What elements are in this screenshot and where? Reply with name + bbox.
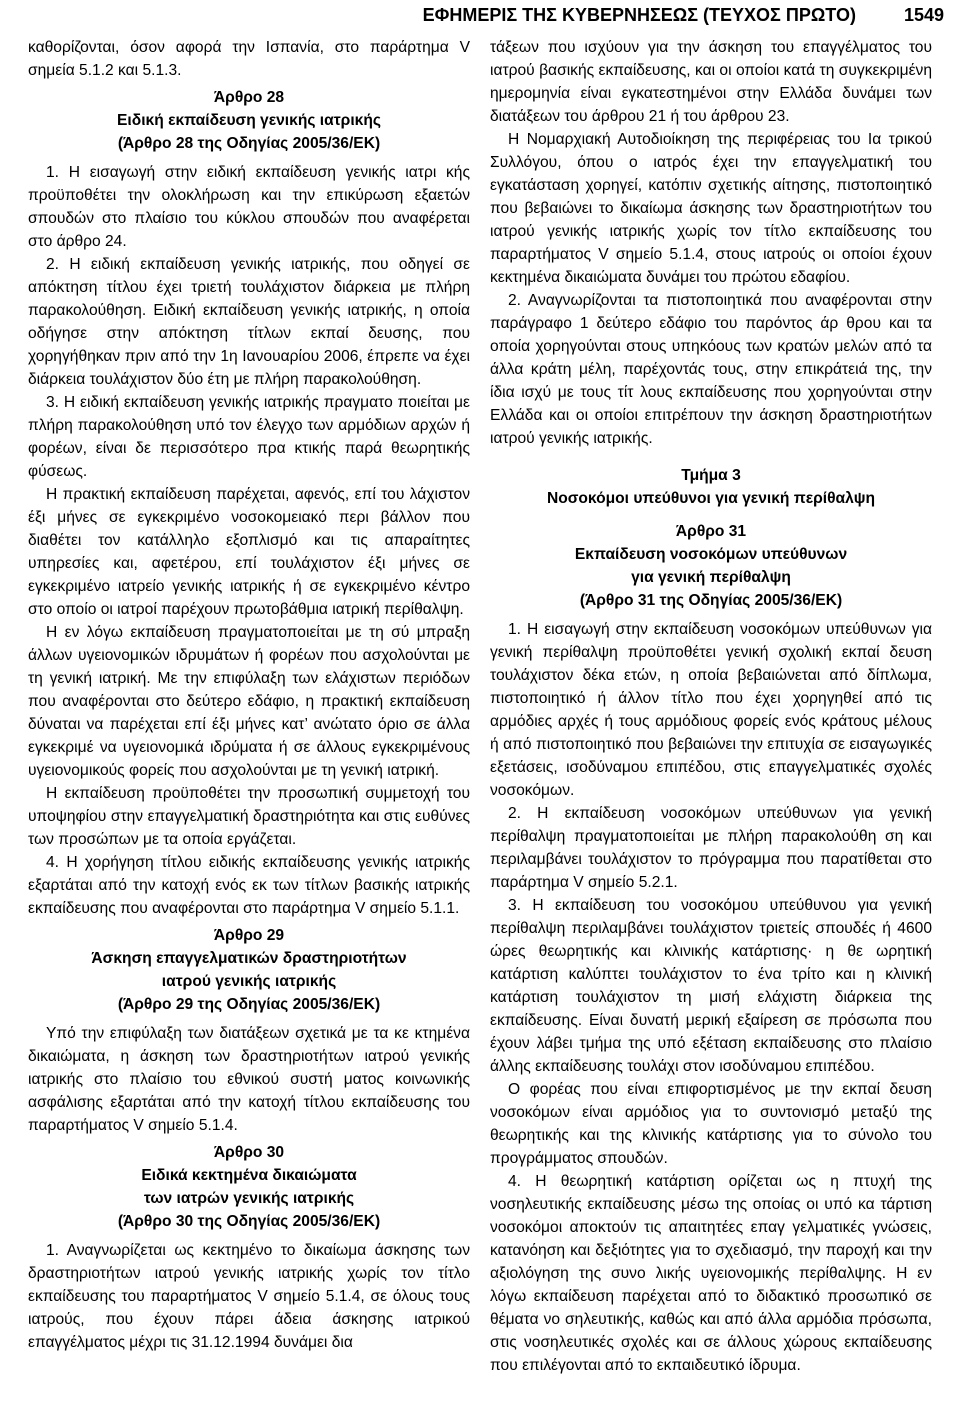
text-columns [28,36,952,1377]
article-title-line2: ιατρού γενικής ιατρικής [161,973,337,990]
gazette-title: ΕΦΗΜΕΡΙΣ ΤΗΣ ΚΥΒΕΡΝΗΣΕΩΣ (ΤΕΥΧΟΣ ΠΡΩΤΟ) [422,4,856,25]
article-30-heading [28,1141,470,1233]
paragraph: Η πρακτική εκπαίδευση παρέχεται, αφενός, επί του λάχιστον έξι μήνες σε εγκεκριμένο νοσοκομειακό περι βάλλον που διαθέτει τον κατάλληλο εξοπλισμό και τις απαραίτητες υπηρεσίες και, αφετέρου, επί τουλάχιστον έξι μήνες σε εγκεκριμένο ιατρείο γενικής ιατρικής ή σε εγκεκριμένο κέντρο στο οποίο οι ιατροί παρέχουν πρωτοβάθμια ιατρική περίθαλψη. [28,486,470,618]
paragraph: Η εν λόγω εκπαίδευση πραγματοποιείται με τη σύ μπραξη άλλων υγειονομικών ιδρυμάτων ή φορέων που ασχολούνται με τη γενική ιατρική. Με την επιφύλαξη των ελάχιστων περιόδων που αναφέρονται στο δεύτερο εδάφιο, η πρακτική εκπαίδευση δύναται να παρέχεται επί έξι μήνες κατ’ ανώτατο όριο σε άλλα εγκεκριμέ να υγειονομικά ιδρύματα ή σε άλλους εγκεκριμένους υγειονομικούς φορείς που ασχολούνται με τη γενική ιατρική. [28,624,470,779]
article-reference: (Άρθρο 29 της Οδηγίας 2005/36/ΕΚ) [117,996,381,1013]
paragraph: Ο φορέας που είναι επιφορτισμένος με την εκπαί δευση νοσοκόμων είναι αρμόδιος για το συντονισμό μεταξύ της θεωρητικής και της κλινικής κατάρτισης για το σύνολο του προγράμματος σπουδών. [490,1081,932,1167]
paragraph: 3. Η εκπαίδευση του νοσοκόμου υπεύθυνου για γενική περίθαλψη περιλαμβάνει τουλάχιστον τριετείς σπουδές ή 4600 ώρες θεωρητικής και κλινικής κατάρτισης· η θε ωρητική κατάρτιση καλύπτει τουλάχιστον το ένα τρίτο και η κλινική κατάρτιση τουλάχιστον τη μισή ελάχιστη διάρκεια της εκπαίδευσης. Είναι δυνατή μερική εξαίρεση σε πρόσωπα που έχουν λάβει τμήμα της υπό εξέταση εκπαίδευσης στο πλαίσιο άλλης εκπαίδευσης τουλάχι στον ισοδύναμου επιπέδου. [490,897,932,1075]
article-reference: (Άρθρο 31 της Οδηγίας 2005/36/ΕΚ) [579,592,843,609]
article-31-heading [490,520,932,612]
article-reference: (Άρθρο 28 της Οδηγίας 2005/36/ΕΚ) [117,135,381,152]
article-number: Άρθρο 29 [213,927,285,944]
article-number: Άρθρο 31 [675,523,747,540]
article-title: Ειδική εκπαίδευση γενικής ιατρικής [117,112,381,129]
page-header [28,0,952,30]
article-title: Ειδικά κεκτημένα δικαιώματα [141,1167,357,1184]
paragraph: 2. Η ειδική εκπαίδευση γενικής ιατρικής, που οδηγεί σε απόκτηση τίτλου έχει τριετή τουλάχιστον διάρκεια με πλήρη παρακολούθηση. Ειδική εκπαίδευση γενικής ιατρικής, η οποία οδήγησε στην απόκτηση τίτλων εκπαί δευσης, που χορηγήθηκαν πριν από την 1η Ιανουαρίου 2006, έπρεπε να έχει διάρκεια τουλάχιστον δύο έτη με πλήρη παρακολούθηση. [28,256,470,388]
article-title: Εκπαίδευση νοσοκόμων υπεύθυνων [574,546,848,563]
paragraph: 4. Η θεωρητική κατάρτιση ορίζεται ως η πτυχή της νοσηλευτικής εκπαίδευσης μέσω της οποίας οι υπό κα τάρτιση νοσοκόμοι αποκτούν τις απαιτητέες επαγ γελματικές γνώσεις, κατανόηση και δεξιότητες για το σχεδιασμό, την παροχή και την αξιολόγηση της συνο λικής υγειονομικής περίθαλψης. Η εν λόγω εκπαίδευση παρέχεται από το διδακτικό προσωπικό σε θέματα νο σηλευτικής, καθώς και από άλλα αρμόδια πρόσωπα, στις νοσηλευτικές σχολές και σε άλλους χώρους εκπαίδευσης που επιλέγονται από το εκπαιδευτικό ίδρυμα. [490,1173,932,1374]
paragraph: 1. Αναγνωρίζεται ως κεκτημένο το δικαίωμα άσκησης των δραστηριοτήτων ιατρού γενικής ιατρικής χωρίς τον τίτλο εκπαίδευσης του παραρτήματος V σημείο 5.1.4, σε όλους τους ιατρούς, που έχουν πάρει άδεια άσκησης ιατρικού επαγγέλματος μέχρι τις 31.12.1994 δυνάμει δια [28,1242,470,1351]
article-title-line2: για γενική περίθαλψη [631,569,791,586]
left-column [28,36,470,1377]
paragraph: Η εκπαίδευση προϋποθέτει την προσωπική συμμετοχή του υποψηφίου στην επαγγελματική δραστηριότητα και στις ευθύνες των προσώπων με τα οποία εργάζεται. [28,785,470,848]
paragraph: 3. Η ειδική εκπαίδευση γενικής ιατρικής πραγματο ποιείται με πλήρη παρακολούθηση υπό τον έλεγχο των αρμόδιων αρχών ή φορέων, είναι δε περισσότερο πρα κτικής παρά θεωρητικής φύσεως. [28,394,470,480]
paragraph: 1. Η εισαγωγή στην εκπαίδευση νοσοκόμων υπεύθυνων για γενική περίθαλψη προϋποθέτει γενική σχολική εκπαί δευση τουλάχιστον δέκα ετών, η οποία βεβαιώνεται από δίπλωμα, πιστοποιητικό ή άλλον τίτλο που έχει χορηγηθεί από τις αρμόδιες αρχές ή τους αρμόδιους φορείς ενός κράτους μέλους ή από πιστοποιητικό που βεβαιώνει την επιτυχία σε εισαγωγικές εξετάσεις, ισοδύναμου επιπέδου, στις επαγγελματικές σχολές νοσοκόμων. [490,621,932,799]
article-title-line2: των ιατρών γενικής ιατρικής [143,1190,355,1207]
article-number: Άρθρο 28 [213,89,285,106]
paragraph: Η Νομαρχιακή Αυτοδιοίκηση της περιφέρειας του Ια τρικού Συλλόγου, όπου ο ιατρός έχει την επαγγελματική του εγκατάσταση χορηγεί, κατόπιν σχετικής αίτησης, πιστοποιητικό που βεβαιώνει το δικαίωμα άσκησης των δραστηριοτήτων του ιατρού γενικής ιατρικής χωρίς τον τίτλο εκπαίδευσης του παραρτήματος V σημείο 5.1.4, στους ιατρούς οι οποίοι έχουν κεκτημένα δικαιώματα δυνάμει του πρώτου εδαφίου. [490,131,932,286]
article-number: Άρθρο 30 [213,1144,285,1161]
paragraph: 2. Αναγνωρίζονται τα πιστοποιητικά που αναφέρονται στην παράγραφο 1 δεύτερο εδάφιο του παρόντος άρ θρου και τα οποία χορηγούνται στους υπηκόους των κρατών μελών από τα άλλα κράτη μέλη, παρέχοντάς τους, στην επικράτειά της, την ίδια ισχύ με τους τίτ λους εκπαίδευσης που χορηγούνται στην Ελλάδα και οι οποίοι επιτρέπουν την άσκηση δραστηριοτήτων ιατρού γενικής ιατρικής. [490,292,932,447]
article-reference: (Άρθρο 30 της Οδηγίας 2005/36/ΕΚ) [117,1213,381,1230]
paragraph: καθορίζονται, όσον αφορά την Ισπανία, στο παράρτημα V σημεία 5.1.2 και 5.1.3. [28,39,470,79]
article-title: Άσκηση επαγγελματικών δραστηριοτήτων [91,950,407,967]
right-column [490,36,932,1377]
article-28-heading [28,86,470,155]
paragraph: 4. Η χορήγηση τίτλου ειδικής εκπαίδευσης γενικής ιατρικής εξαρτάται από την κατοχή ενός εκ των τίτλων βασικής ιατρικής εκπαίδευσης που αναφέρονται στο παράρτημα V σημείο 5.1.1. [28,854,470,917]
paragraph: τάξεων που ισχύουν για την άσκηση του επαγγέλματος του ιατρού βασικής εκπαίδευσης, και οι οποίοι κατά τη συγκεκριμένη ημερομηνία είναι εγκατεστημένοι στην Ελλάδα δυνάμει των διατάξεων του άρθρου 21 ή του άρθρου 23. [490,39,932,125]
paragraph: 2. Η εκπαίδευση νοσοκόμων υπεύθυνων για γενική περίθαλψη πραγματοποιείται με πλήρη παρακολούθη ση και περιλαμβάνει τουλάχιστον το πρόγραμμα που παρατίθεται στο παράρτημα V σημείο 5.2.1. [490,805,932,891]
section-number: Τμήμα 3 [681,467,741,484]
paragraph: 1. Η εισαγωγή στην ειδική εκπαίδευση γενικής ιατρι κής προϋποθέτει την ολοκλήρωση και την επικύρωση εξαετών σπουδών στο πλαίσιο του κύκλου σπουδών που αναφέρεται στο άρθρο 24. [28,164,470,250]
article-29-heading [28,924,470,1016]
section-3-heading [490,464,932,510]
page-number: 1549 [903,4,944,25]
paragraph: Υπό την επιφύλαξη των διατάξεων σχετικά με τα κε κτημένα δικαιώματα, η άσκηση των δραστηριοτήτων ιατρού γενικής ιατρικής στο πλαίσιο του εθνικού συστή ματος κοινωνικής ασφάλισης εξαρτάται από την κατοχή τίτλου εκπαίδευσης του παραρτήματος V σημείο 5.1.4. [28,1025,470,1134]
section-title: Νοσοκόμοι υπεύθυνοι για γενική περίθαλψη [546,490,876,507]
